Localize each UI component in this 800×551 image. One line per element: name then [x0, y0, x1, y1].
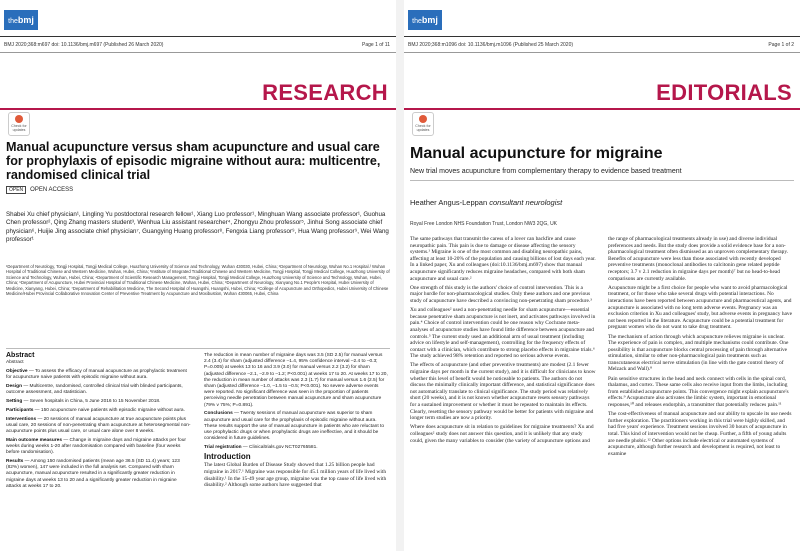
updates-icon: [15, 115, 23, 123]
check-for-updates-badge[interactable]: [8, 112, 30, 136]
citation-line: BMJ 2020;368:m697 doi: 10.1136/bmj.m697 (Published 26 March 2020): [4, 42, 164, 48]
author-role: consultant neurologist: [489, 198, 563, 207]
abstract-participants: Participants — 150 acupuncture naive patients with episodic migraine without aura.: [6, 407, 185, 413]
body-paragraph: Pain sensitive structures in the head and neck connect with cells in the spinal cord, thalamus, and cortex. These same cells also receive input from the limbs, including from established acupuncture points. This convergence might explain acupuncture's effects.⁹ Acupuncture also activates the limbic system, important in emotional responses,¹⁰ and releases endorphin, a transmitter that potentially reduces pain.¹¹: [608, 375, 789, 409]
abstract-column-2: [204, 353, 390, 491]
editorial-page: [404, 0, 800, 551]
article-title: Manual acupuncture versus sham acupuncture and usual care for prophylaxis of episodic migraine without aura: multicentre, randomised clinical trial: [6, 140, 381, 183]
section-rule: [0, 108, 396, 110]
abstract-heading: Abstract: [6, 352, 35, 359]
title-divider: [410, 180, 794, 181]
research-page: [0, 0, 396, 551]
citation-line: BMJ 2020;368:m1096 doi: 10.1136/bmj.m1096 (Published 25 March 2020): [408, 42, 574, 48]
open-access-label: OPEN ACCESS: [30, 187, 74, 193]
abstract-subheading: Abstract: [6, 360, 24, 366]
abstract-design: Design — Multicentre, randomised, controlled clinical trial with blinded participants, outcome assessment, and statistician.: [6, 384, 183, 396]
abstract-results: Results — Among 150 randomised patients (mean age 36.5 (SD 11.4) years; 123 (82%) women), 147 were included in the full analysis set. Compared with sham acupuncture, manual acupuncture resulted in a significantly greater reduction in migraine days at weeks 13 to 20 and a significantly greater reduction in migraine attacks at weeks 17 to 20.: [6, 459, 180, 489]
editorial-author: [410, 198, 562, 207]
bmj-logo: thebmj: [4, 10, 38, 30]
header-rule: [0, 36, 396, 37]
affiliation-divider: [6, 348, 390, 349]
bmj-logo: thebmj: [408, 10, 442, 30]
abstract-column-1: [6, 353, 192, 493]
page-number: Page 1 of 11: [362, 42, 390, 48]
abstract-results-continued: The reduction in mean number of migraine days was 3.5 (SD 2.5) for manual versus 2.4 (3.4) for sham (adjusted difference –1.4, 95% confidence interval –2.4 to –0.3; P=0.005) at weeks 13 to 16 and 3.9 (3.0) for manual versus 2.2 (3.2) for sham (adjusted difference –2.1, –2.9 to –1.2; P<0.001) at weeks 17 to 20. At weeks 17 to 20, the reduction in mean number of attacks was 2.3 (1.7) for manual versus 1.6 (2.5) for sham (adjusted difference –1.0, –1.5 to –0.5; P<0.001). No severe adverse events were reported. No significant difference was seen in the proportion of patients perceiving needle penetration between manual acupuncture and sham acupuncture (79% v 75%; P=0.891).: [204, 353, 388, 408]
affiliations: ¹Department of Neurology, Tongji Hospital, Tongji Medical College, Huazhong University of Science and Technology, Wuhan 430030, Hubei, China; ²Department of Neurology, Wuhan No.1 Hospital / Wuhan Hospital of Traditional Chinese and Western Medicine, Wuhan, Hubei, China; ³Institute of Integrated Traditional Chinese and Western Medicine, Tongji Hospital, Tongji Medical College, Huazhong University of Science and Technology, Wuhan, Hubei, China; ⁴Department of Scientific Research Management, Tongji Hospital, Tongji Medical College, Huazhong University of Science and Technology, Wuhan, Hubei, China; ⁵Department of Acupuncture, Hubei Provincial Hospital of Traditional Chinese Medicine, Wuhan, Hubei, China; ⁶Department of Neurology, Xianyang No.1 People's Hospital, Hubei University of Medicine, Xianyang, Hubei, China; ⁷Department of Rehabilitation Medicine, The Second Hospital of Huangshi, Huangshi, Hubei, China; ⁸College of Acupuncture and Orthopedics, Hubei University of Chinese Medicine/Hubei Provincial Collaborative Innovation Center of Preventive Treatment by Acupuncture and Moxibustion, Wuhan 430065, Hubei, China: [6, 264, 390, 297]
body-paragraph: the range of pharmacological treatments already in use) and diverse individual preferences and needs. But the study does provide a solid evidence base for a non-pharmacological treatment often dismissed as an unproven complementary therapy. Benefits of acupuncture were less than those associated with recently developed preventive treatments (monoclonal antibodies to calcitonin gene related peptide receptors; 3.7 v 2.1 reduction in migraine days per month)⁷ but no head-to-head comparisons are currently available.: [608, 236, 789, 282]
body-paragraph: The effects of acupuncture (and other preventive treatments) are modest (2.1 fewer migraine days per month in the current study), and it is difficult for clinicians to know whether this level of benefit would be noticeable to patients. The authors do not discuss the minimally clinically important difference, and statistical significance does not automatically translate to clinical significance. The study period was relatively short (20 weeks), and it is not known whether acupuncture resets sensory pathways for a sustained improvement or whether it must be repeated to maintain its effects. Clearly, resetting the sensory pathway would be better for patients with migraine and longer term studies are now a priority.: [410, 362, 596, 422]
abstract-setting: Setting — Seven hospitals in China, 5 June 2016 to 15 November 2018.: [6, 399, 161, 404]
page-number: Page 1 of 2: [768, 42, 794, 48]
editorial-title: Manual acupuncture for migraine: [410, 145, 663, 162]
editorial-subtitle: New trial moves acupuncture from complementary therapy to evidence based treatment: [410, 168, 682, 175]
section-label: RESEARCH: [262, 80, 388, 105]
body-paragraph: The same pathways that transmit the caress of a lover can backfire and cause neuropathic pain. This pain is due to damage or disease affecting the sensory systems.¹ Migraine is one of the most common and disabling neuropathic pains, affecting at least 10-20% of the population and causing billions of lost days each year. In a linked paper, Xu and colleagues (doi:10.1136/bmj.m697) show that manual acupuncture significantly reduces migraine headaches, compared with both sham acupuncture and usual care.²: [410, 236, 596, 282]
introduction-text: The latest Global Burden of Disease Study showed that 1.25 billion people had migraine in 2017.¹ Migraine was responsible for 45.1 million years of life lived with disability.¹ In the 15-49 year age group, migraine was the top cause of life lived with disability.² Although some authors have suggested that: [204, 462, 387, 489]
header-rule: [404, 36, 800, 37]
section-rule: [404, 108, 800, 110]
updates-icon: [419, 115, 427, 123]
abstract-objective: Objective — To assess the efficacy of manual acupuncture as prophylactic treatment for acupuncture naive patients with episodic migraine without aura.: [6, 369, 187, 381]
body-paragraph: Acupuncture might be a first choice for people who want to avoid pharmacological treatment, or for those who take several drugs with potential interactions. No interactions have been reported between acupuncture and pharmaceutical agents, and acupuncture is associated with no long term adverse events. Pregnancy was an exclusion criterion in Xu and colleagues' study, but adverse events in pregnancy have not been reported in the literature. Acupuncture could be a potential treatment for pregnant women who do not want to take drug treatment.: [608, 284, 792, 331]
section-label: EDITORIALS: [656, 80, 792, 105]
body-paragraph: The mechanism of action through which acupuncture relieves migraine is unclear. The experience of pain is complex, and multiple mechanisms could contribute. One possibility is that acupuncture blocks central processing of pain through alternative stimulation, similar to other non-pharmacological pain treatments such as transcutaneous electrical nerve stimulation (in line with the gate control theory of Melzack and Wall).⁸: [608, 333, 789, 373]
author-list: Shabei Xu chief physician¹, Lingling Yu postdoctoral research fellow¹, Xiang Luo professor¹, Minghuan Wang associate professor¹, Guohua Chen professor², Qing Zhang masters student³, Wenhua Liu assistant researcher⁴, Zhongyu Zhou professor⁵, Jinhui Song associate chief physician⁶, Huijie Jing associate chief physician⁷, Guangying Huang professor⁸, Fengxia Liang professor⁹, Hua Wang professor⁹, Wei Wang professor¹: [6, 211, 389, 244]
body-paragraph: Where does acupuncture sit in relation to guidelines for migraine treatments? Xu and colleagues² study does not answer this question, and it is unlikely that any study could, given the many variables to consider (the variety of acupuncture options and: [410, 424, 594, 444]
check-for-updates-badge[interactable]: [412, 112, 434, 136]
header-divider: [0, 52, 396, 53]
page-gutter: [396, 0, 404, 551]
abstract-conclusions: Conclusions — Twenty sessions of manual acupuncture was superior to sham acupuncture and usual care for the prophylaxis of episodic migraine without aura. These results support the use of manual acupuncture in patients who are reluctant to use prophylactic drugs or when prophylactic drugs are ineffective, and it should be considered in future guidelines.: [204, 411, 384, 442]
updates-label: Check for updates: [11, 124, 27, 132]
cc-license-icon: OPEN: [6, 186, 26, 194]
body-paragraph: The cost-effectiveness of manual acupuncture and our ability to upscale its use needs further exploration. The practitioners working in this trial were highly skilled, and had five years' experience. Treatment sessions involved 30 hours of acupuncture in total. This kind of intervention would not be cheap. Further, a fifth of young adults are needle phobic.¹² Other options include electrical or automated systems of acupuncture, although further research and development is required, not least to examine: [608, 411, 792, 457]
editorial-column-2: [608, 236, 794, 460]
abstract-registration: Trial registration — Clinicaltrials.gov NCT02765581.: [204, 445, 318, 451]
header-divider: [404, 52, 800, 53]
introduction-heading: Introduction: [204, 452, 251, 462]
body-paragraph: Xu and colleagues² used a non-penetrating needle for sham acupuncture—essential because penetrative sham acupuncture is not inert, and activates pathways involved in pain.⁴ Choice of control intervention could be one reason why Cochrane meta-analyses of acupuncture studies have found little difference between acupuncture and controls.⁵ The current study used an additional arm of usual treatment (including advice on lifestyle and self-management), controlling for the frequency effects of contact with a clinician, which contribute to strong placebo effects in migraine trials.⁶ The study achieved 98% retention and reported no serious adverse events.: [410, 307, 596, 360]
abstract-outcomes: Main outcome measures — Change in migraine days and migraine attacks per four weeks during weeks 1-20 after randomisation compared with baseline (four weeks before randomisation).: [6, 437, 186, 456]
editorial-column-1: [410, 236, 596, 447]
abstract-interventions: Interventions — 20 sessions of manual acupuncture at true acupuncture points plus usual care, 20 sessions of non-penetrating sham acupuncture at heterosegmental non-acupuncture points plus usual care, or usual care alone over 8 weeks.: [6, 416, 191, 434]
updates-label: Check for updates: [415, 124, 431, 132]
body-paragraph: One strength of this study is the authors' choice of control intervention. This is a major hurdle for non-pharmacological studies. Only these authors and one previous study of acupuncture have described a convincing non-penetrating sham procedure.³: [410, 284, 592, 304]
author-name: Heather Angus-Leppan: [410, 198, 488, 207]
author-affiliation: Royal Free London NHS Foundation Trust, London NW3 2QG, UK: [410, 221, 558, 227]
open-access-line: [6, 186, 73, 194]
